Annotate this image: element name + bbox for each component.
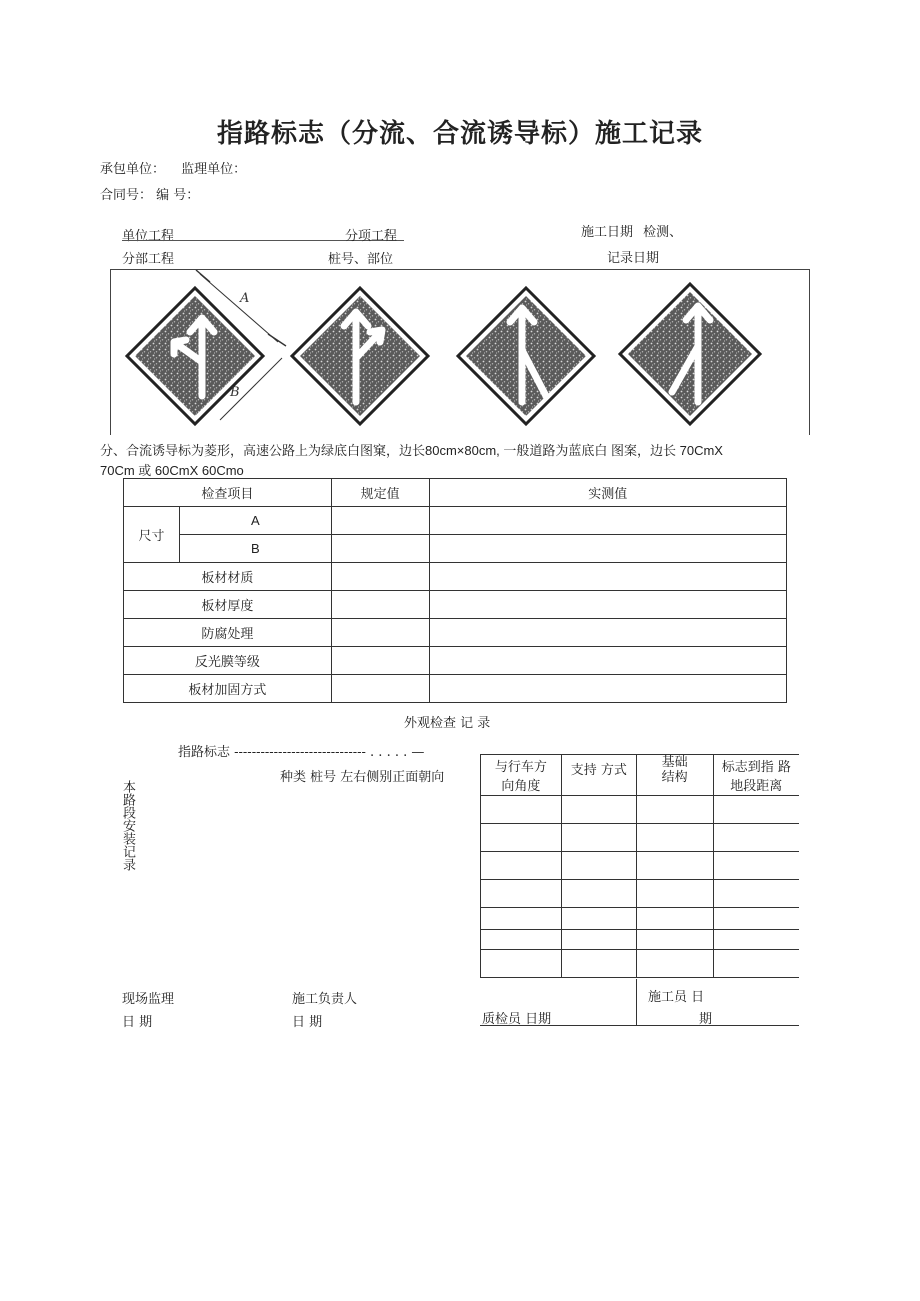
footer-divider [636,979,637,1025]
table-row [481,852,800,880]
vertical-install-label: 本路段安装记录 [120,780,135,871]
cell[interactable] [636,796,713,824]
col-angle-header: 与行车方 向角度 [481,755,562,796]
spec-cell[interactable] [331,619,429,647]
worker-period-label: 期 [699,1012,713,1027]
spec-cell[interactable] [331,591,429,619]
spec-cell[interactable] [331,507,429,535]
measured-cell[interactable] [429,619,786,647]
install-header-row [481,755,800,796]
contract-no-label: 合同号： [100,188,153,203]
cell[interactable] [713,824,799,852]
table-row [481,796,800,824]
cell[interactable] [561,880,636,908]
contractor-label: 承包单位： [100,162,166,177]
cell[interactable] [636,908,713,930]
col-support-header: 支持 方式 [561,755,636,796]
stake-location-label: 桩号、部位 [328,252,394,267]
cell[interactable] [481,880,562,908]
measured-cell[interactable] [429,563,786,591]
cell[interactable] [481,852,562,880]
cell[interactable] [636,880,713,908]
page-title: 指路标志（分流、合流诱导标）施工记录 [216,119,703,149]
sign-type-line: 指路标志 ------------------------------ . . . . . — [178,745,425,760]
table-row [124,647,787,675]
cell[interactable] [636,824,713,852]
header-row-2 [100,184,199,203]
row-label: 板材材质 [124,563,332,591]
cell[interactable] [481,824,562,852]
sub-item-label: 分项工程 [345,229,398,244]
size-b-label: B [179,535,331,563]
supervisor-date-label: 日 期 [122,1015,153,1030]
number-label: 编 号： [156,188,200,203]
sign-diagrams [110,270,808,434]
row-label: 防腐处理 [124,619,332,647]
qc-date-label: 质检员 日期 [482,1012,552,1027]
install-record-table [480,754,799,978]
cell[interactable] [481,908,562,930]
table-row [124,591,787,619]
unit-project-label: 单位工程 [122,229,175,244]
diverge-sign-right-icon [292,288,428,424]
cell[interactable] [481,796,562,824]
supervisor-label: 监理单位： [181,162,247,177]
table-row [481,880,800,908]
cell[interactable] [636,852,713,880]
dimension-a-label: A [240,291,250,306]
cell[interactable] [636,930,713,950]
table-row [124,563,787,591]
inspection-table [123,478,787,703]
cell[interactable] [561,852,636,880]
head-date-label: 日 期 [292,1015,323,1030]
cell[interactable] [713,908,799,930]
cell[interactable] [561,796,636,824]
measured-cell[interactable] [429,535,786,563]
construction-date-label: 施工日期 [581,225,634,240]
table-row [124,507,787,535]
site-supervisor-label: 现场监理 [122,992,175,1007]
cell[interactable] [481,950,562,978]
cell[interactable] [561,908,636,930]
appearance-record-label: 外观检查 记 录 [404,716,491,731]
description-line-2: 70Cm 或 60CmX 60Cmo [100,463,244,478]
table-row [481,908,800,930]
diverge-sign-left-icon [127,270,286,424]
col-distance-header: 标志到指 路 地段距离 [713,755,799,796]
measured-cell[interactable] [429,507,786,535]
table-row [124,675,787,703]
merge-sign-right-icon [620,284,760,424]
cell[interactable] [713,852,799,880]
row-label: 板材厚度 [124,591,332,619]
header-row-1 [100,158,246,177]
date-inspection-label [581,221,682,240]
table-header-row [124,479,787,507]
cell[interactable] [713,950,799,978]
cell[interactable] [561,950,636,978]
record-date-label: 记录日期 [607,251,660,266]
spec-cell[interactable] [331,675,429,703]
col-spec-header: 规定值 [331,479,429,507]
size-label: 尺寸 [124,507,180,563]
description-line-1: 分、合流诱导标为菱形，高速公路上为绿底白图窠，边长80cm×80cm, 一般道路为蓝底白 图案，边长 70CmX [100,443,723,458]
footer-bottom-line [480,1025,799,1026]
spec-cell[interactable] [331,535,429,563]
row-label: 反光膜等级 [124,647,332,675]
inspection-label: 检测、 [643,225,683,240]
table-row [124,535,787,563]
cell[interactable] [713,796,799,824]
table-row [481,930,800,950]
table-row [481,824,800,852]
spec-cell[interactable] [331,563,429,591]
left-column-headers: 种类 桩号 左右侧别正面朝向 [280,770,445,785]
cell[interactable] [713,880,799,908]
col-item-header: 检查项目 [124,479,332,507]
row-label: 板材加固方式 [124,675,332,703]
measured-cell[interactable] [429,591,786,619]
measured-cell[interactable] [429,675,786,703]
spec-cell[interactable] [331,647,429,675]
col-measured-header: 实测值 [429,479,786,507]
col-base-header: 基础 结构 [636,755,713,796]
cell[interactable] [713,930,799,950]
dimension-b-label: B [230,385,240,400]
worker-label: 施工员 日 [648,990,705,1005]
cell[interactable] [481,930,562,950]
size-a-label: A [179,507,331,535]
construction-head-label: 施工负责人 [292,992,358,1007]
cell[interactable] [636,950,713,978]
merge-sign-left-icon [458,288,594,424]
cell[interactable] [561,824,636,852]
division-project-label: 分部工程 [122,252,175,267]
measured-cell[interactable] [429,647,786,675]
table-row [124,619,787,647]
table-row [481,950,800,978]
cell[interactable] [561,930,636,950]
